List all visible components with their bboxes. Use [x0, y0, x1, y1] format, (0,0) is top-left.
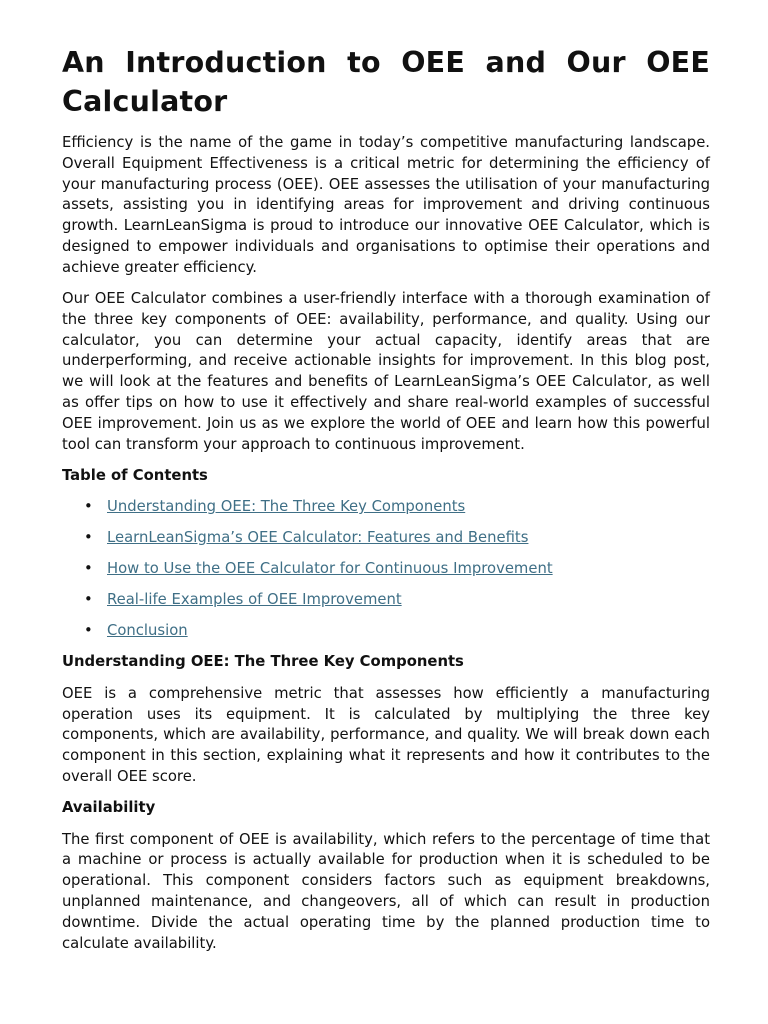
toc-item	[62, 528, 710, 549]
bullet-icon: •	[84, 498, 93, 516]
toc-link-real-life-examples[interactable]: Real-life Examples of OEE Improvement	[107, 591, 402, 609]
section-heading-availability: Availability	[62, 799, 156, 817]
toc-link-understanding-oee[interactable]: Understanding OEE: The Three Key Components	[107, 498, 466, 516]
bullet-icon: •	[84, 591, 93, 609]
page-title: An Introduction to OEE and Our OEE Calculator	[62, 46, 710, 118]
bullet-icon: •	[84, 560, 93, 578]
table-of-contents	[62, 497, 710, 642]
toc-link-how-to-use[interactable]: How to Use the OEE Calculator for Continuous Improvement	[107, 560, 553, 578]
bullet-icon: •	[84, 622, 93, 640]
toc-link-conclusion[interactable]: Conclusion	[107, 622, 188, 640]
toc-item	[62, 497, 710, 518]
bullet-icon: •	[84, 529, 93, 547]
toc-link-calculator-features[interactable]: LearnLeanSigma’s OEE Calculator: Features and Benefits	[107, 529, 529, 547]
toc-item	[62, 590, 710, 611]
toc-item	[62, 621, 710, 642]
section-body-availability: The first component of OEE is availability, which refers to the percentage of time that a machine or process is actually available for production when it is scheduled to be operational. This component considers factors such as equipment breakdowns, unplanned maintenance, and changeovers, all of which can result in production downtime. Divide the actual operating time by the planned production time to calculate availability.	[62, 830, 710, 952]
toc-item	[62, 559, 710, 580]
section-heading-understanding-oee: Understanding OEE: The Three Key Components	[62, 653, 464, 671]
intro-paragraph-1: Efficiency is the name of the game in today’s competitive manufacturing landscape. Overall Equipment Effectiveness is a critical metric for determining the efficiency of your manufacturing process (OEE). OEE assesses the utilisation of your manufacturing assets, assisting you in identifying areas for improvement and driving continuous growth. LearnLeanSigma is proud to introduce our innovative OEE Calculator, which is designed to empower individuals and organisations to optimise their operations and achieve greater efficiency.	[62, 134, 710, 276]
intro-paragraph-2: Our OEE Calculator combines a user-friendly interface with a thorough examination of the three key components of OEE: availability, performance, and quality. Using our calculator, you can determine your actual capacity, identify areas that are underperforming, and receive actionable insights for improvement. In this blog post, we will look at the features and benefits of LearnLeanSigma’s OEE Calculator, as well as offer tips on how to use it effectively and share real-world examples of successful OEE improvement. Join us as we explore the world of OEE and learn how this powerful tool can transform your approach to continuous improvement.	[62, 290, 710, 453]
section-body-understanding-oee: OEE is a comprehensive metric that assesses how efficiently a manufacturing operation uses its equipment. It is calculated by multiplying the three key components, which are availability, performance, and quality. We will break down each component in this section, explaining what it represents and how it contributes to the overall OEE score.	[62, 684, 710, 785]
toc-heading: Table of Contents	[62, 466, 208, 484]
